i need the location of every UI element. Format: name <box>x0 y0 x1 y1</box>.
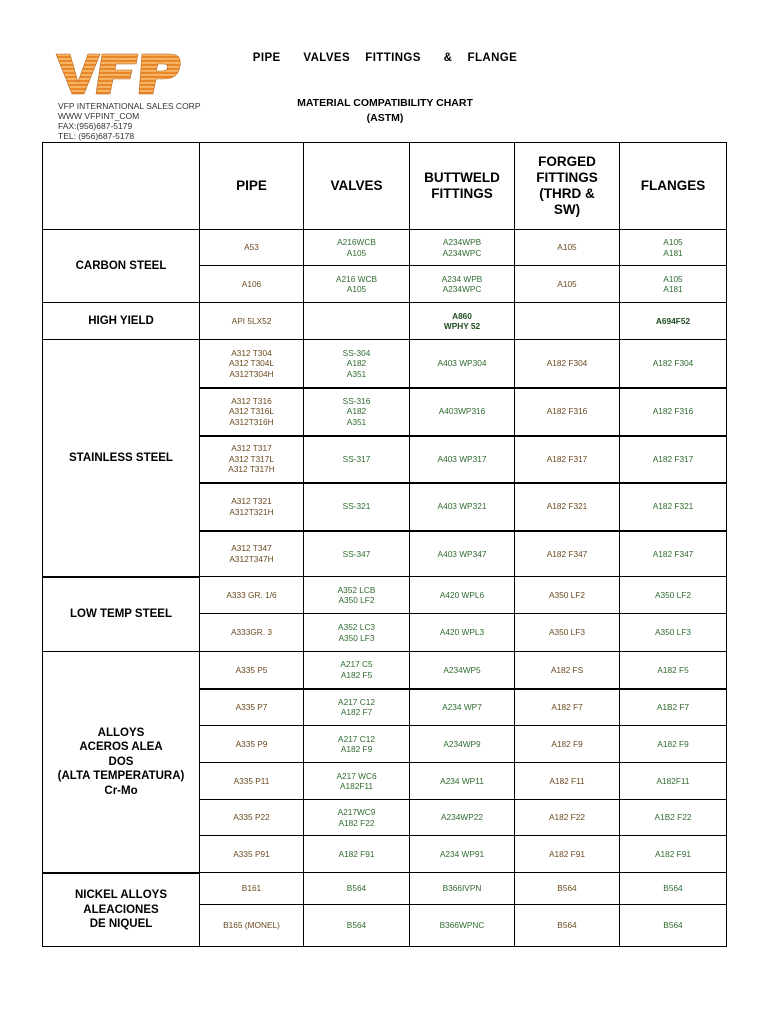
table-cell: A350 LF2 <box>515 577 620 614</box>
material-chart-table <box>42 142 727 947</box>
table-cell: A105 A181 <box>620 230 727 266</box>
table-row <box>43 230 727 266</box>
table-row <box>43 340 727 388</box>
table-cell: A420 WPL3 <box>410 614 515 652</box>
table-cell: A694F52 <box>620 303 727 340</box>
table-cell: A182 F304 <box>620 340 727 388</box>
table-cell: A182 F347 <box>620 531 727 577</box>
table-cell: A350 LF2 <box>620 577 727 614</box>
corner-cell <box>43 143 200 230</box>
table-cell: A182 F91 <box>515 836 620 873</box>
company-web: WWW VFPINT_COM <box>58 111 140 121</box>
table-row <box>43 577 727 614</box>
table-cell: SS-317 <box>304 436 410 483</box>
col-header-forged: FORGED FITTINGS (THRD & SW) <box>515 143 620 230</box>
table-cell: A312 T304 A312 T304L A312T304H <box>200 340 304 388</box>
table-cell: A182 F11 <box>515 763 620 800</box>
table-cell: A403 WP347 <box>410 531 515 577</box>
category-label-alloys: ALLOYS ACEROS ALEA DOS (ALTA TEMPERATURA) Cr-Mo <box>43 652 200 873</box>
table-cell: A217 C12 A182 F9 <box>304 726 410 763</box>
table-cell: A182 F321 <box>620 483 727 531</box>
category-label-lowtemp: LOW TEMP STEEL <box>43 577 200 652</box>
category-label-nickel: NICKEL ALLOYS ALEACIONES DE NIQUEL <box>43 873 200 947</box>
table-cell: A182 F316 <box>620 388 727 436</box>
table-cell: B564 <box>515 873 620 905</box>
table-cell: SS-304 A182 A351 <box>304 340 410 388</box>
table-cell: B564 <box>304 905 410 947</box>
table-cell: A182 F9 <box>620 726 727 763</box>
table-cell: A234 WP91 <box>410 836 515 873</box>
table-cell: A182 F91 <box>304 836 410 873</box>
table-cell: A352 LC3 A350 LF3 <box>304 614 410 652</box>
table-cell: A105 <box>515 266 620 303</box>
category-label-highyield: HIGH YIELD <box>43 303 200 340</box>
table-cell: A182 F316 <box>515 388 620 436</box>
chart-title <box>200 96 570 126</box>
table-cell: A234 WPB A234WPC <box>410 266 515 303</box>
table-cell: A182 F317 <box>515 436 620 483</box>
table-cell: B564 <box>304 873 410 905</box>
table-cell: B564 <box>515 905 620 947</box>
table-cell: SS-321 <box>304 483 410 531</box>
table-cell: A1B2 F7 <box>620 689 727 726</box>
table-cell: A217WC9 A182 F22 <box>304 800 410 836</box>
table-row <box>43 652 727 689</box>
table-cell: A350 LF3 <box>620 614 727 652</box>
table-cell: A234 WP11 <box>410 763 515 800</box>
table-cell: A53 <box>200 230 304 266</box>
table-cell: SS-347 <box>304 531 410 577</box>
category-label-carbon: CARBON STEEL <box>43 230 200 303</box>
col-header-pipe: PIPE <box>200 143 304 230</box>
table-cell: A217 C12 A182 F7 <box>304 689 410 726</box>
table-cell: A312 T316 A312 T316L A312T316H <box>200 388 304 436</box>
table-cell: A403WP316 <box>410 388 515 436</box>
table-cell: A105 A181 <box>620 266 727 303</box>
table-cell: B366WPNC <box>410 905 515 947</box>
table-cell: A217 C5 A182 F5 <box>304 652 410 689</box>
company-fax: FAX:(956)687-5179 <box>58 121 133 131</box>
table-row <box>43 303 727 340</box>
table-cell: A312 T321 A312T321H <box>200 483 304 531</box>
table-cell: A312 T317 A312 T317L A312 T317H <box>200 436 304 483</box>
table-cell: A182 F91 <box>620 836 727 873</box>
table-cell: A182 FS <box>515 652 620 689</box>
table-cell: A182 F7 <box>515 689 620 726</box>
table-cell: A234WPB A234WPC <box>410 230 515 266</box>
table-cell: A335 P5 <box>200 652 304 689</box>
table-cell <box>304 303 410 340</box>
table-cell: A182 F321 <box>515 483 620 531</box>
table-cell: A182 F9 <box>515 726 620 763</box>
table-cell <box>515 303 620 340</box>
table-cell: A234WP22 <box>410 800 515 836</box>
col-header-buttweld: BUTTWELD FITTINGS <box>410 143 515 230</box>
table-cell: A350 LF3 <box>515 614 620 652</box>
table-cell: A1B2 F22 <box>620 800 727 836</box>
chart-title-line2: (ASTM) <box>366 112 404 124</box>
company-name: VFP INTERNATIONAL SALES CORP <box>58 101 201 111</box>
table-cell: B161 <box>200 873 304 905</box>
table-cell: A182F11 <box>620 763 727 800</box>
table-cell: A335 P9 <box>200 726 304 763</box>
category-label-stainless: STAINLESS STEEL <box>43 340 200 577</box>
col-header-valves: VALVES <box>304 143 410 230</box>
table-cell: A335 P91 <box>200 836 304 873</box>
vfp-logo-icon <box>52 52 184 96</box>
table-cell: A352 LCB A350 LF2 <box>304 577 410 614</box>
col-header-flanges: FLANGES <box>620 143 727 230</box>
table-cell: A403 WP321 <box>410 483 515 531</box>
table-cell: A182 F304 <box>515 340 620 388</box>
table-cell: B165 (MONEL) <box>200 905 304 947</box>
table-cell: A105 <box>515 230 620 266</box>
table-cell: A182 F317 <box>620 436 727 483</box>
table-cell: A182 F5 <box>620 652 727 689</box>
table-cell: A106 <box>200 266 304 303</box>
table-cell: A403 WP317 <box>410 436 515 483</box>
company-info <box>58 101 201 141</box>
table-cell: A335 P22 <box>200 800 304 836</box>
table-cell: A234 WP7 <box>410 689 515 726</box>
table-cell: A182 F347 <box>515 531 620 577</box>
table-cell: A335 P11 <box>200 763 304 800</box>
table-cell: A182 F22 <box>515 800 620 836</box>
table-cell: A312 T347 A312T347H <box>200 531 304 577</box>
page-title: PIPE VALVES FITTINGS & FLANGE <box>252 52 518 64</box>
chart-title-line1: MATERIAL COMPATIBILITY CHART <box>297 97 473 109</box>
table-cell: A234WP9 <box>410 726 515 763</box>
table-cell: A420 WPL6 <box>410 577 515 614</box>
table-cell: B564 <box>620 873 727 905</box>
table-cell: API 5LX52 <box>200 303 304 340</box>
table-row <box>43 873 727 905</box>
table-cell: A217 WC6 A182F11 <box>304 763 410 800</box>
table-cell: A335 P7 <box>200 689 304 726</box>
table-cell: A333 GR. 1/6 <box>200 577 304 614</box>
table-cell: B366IVPN <box>410 873 515 905</box>
table-cell: B564 <box>620 905 727 947</box>
table-cell: SS-316 A182 A351 <box>304 388 410 436</box>
company-tel: TEL: (956)687-5178 <box>58 131 135 141</box>
table-cell: A403 WP304 <box>410 340 515 388</box>
table-cell: A216 WCB A105 <box>304 266 410 303</box>
table-cell: A333GR. 3 <box>200 614 304 652</box>
table-cell: A234WP5 <box>410 652 515 689</box>
header-row <box>43 143 727 230</box>
table-cell: A860 WPHY 52 <box>410 303 515 340</box>
table-cell: A216WCB A105 <box>304 230 410 266</box>
